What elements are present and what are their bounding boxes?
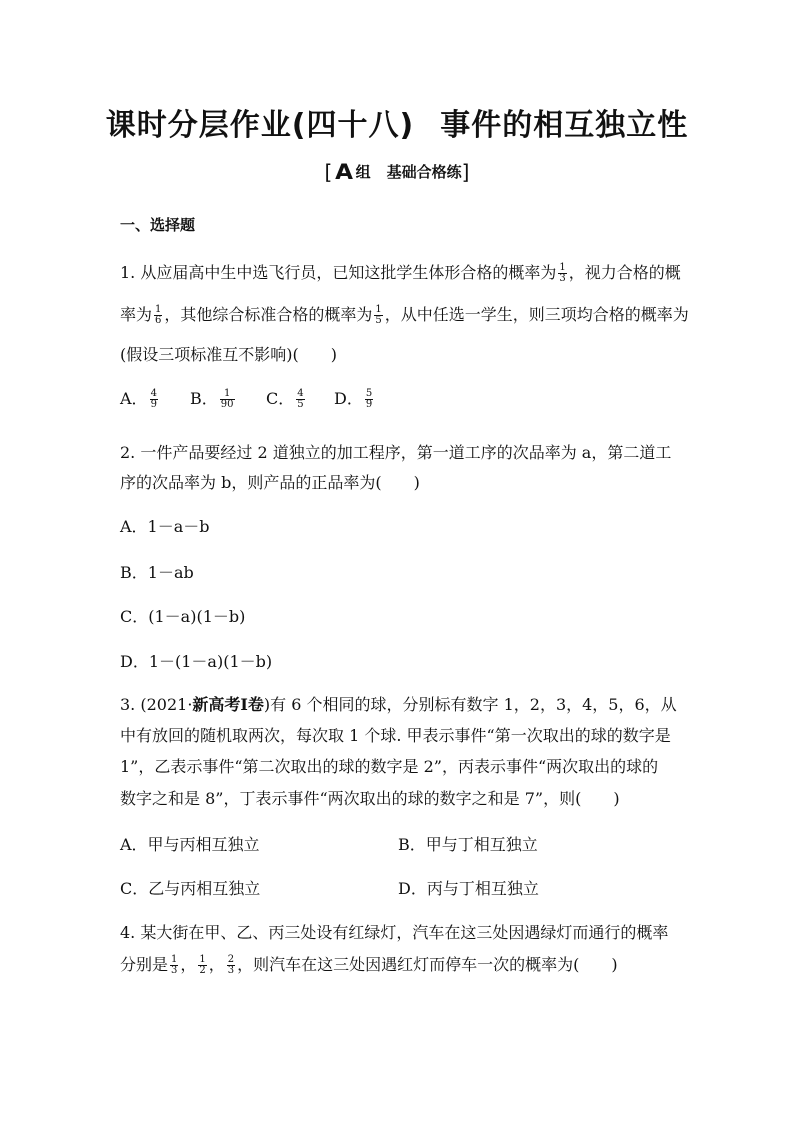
q3-option-a[interactable]: A．甲与丙相互独立: [120, 835, 260, 854]
q1-fraction-2: $\frac{1}{6}$: [155, 304, 162, 326]
q3-option-b[interactable]: B．甲与丁相互独立: [398, 835, 538, 854]
q3-text: )有 6 个相同的球，分别标有数字 1，2，3，4，5，6，从: [263, 695, 677, 714]
q4-text: ，则汽车在这三处因遇红灯而停车一次的概率为( ): [237, 955, 618, 974]
page-title: [0, 100, 794, 144]
q1-text: ，从中任选一学生，则三项均合格的概率为: [384, 305, 689, 324]
group-open-bracket: [: [324, 160, 333, 184]
q2-option-d[interactable]: D．1－(1－a)(1－b): [120, 652, 273, 671]
section-heading: 一、选择题: [120, 216, 196, 234]
q4-fraction-1: $\frac{1}{3}$: [171, 954, 178, 976]
group-heading: [0, 160, 794, 184]
q2-option-b[interactable]: B．1－ab: [120, 563, 194, 582]
q3-text: 3. (2021·: [120, 695, 193, 714]
q4-fraction-3: $\frac{2}{3}$: [227, 954, 235, 976]
group-close-bracket: ]: [461, 160, 470, 184]
q3-line-4: 数字之和是 8”，丁表示事件“两次取出的球的数字之和是 7”，则( ): [120, 789, 620, 808]
q2-option-c[interactable]: C．(1－a)(1－b): [120, 607, 246, 626]
q3-source: 新高考Ⅰ卷: [192, 695, 264, 714]
q1-option-b[interactable]: B． $\frac{1}{90}$: [190, 388, 234, 410]
q1-text: ，视力合格的概: [568, 263, 681, 282]
title-main: 课时分层作业(四十八): [105, 108, 415, 143]
q3-option-c[interactable]: C．乙与丙相互独立: [120, 879, 261, 898]
q3-line-1: [120, 692, 677, 715]
q1-option-c[interactable]: C． $\frac{4}{5}$: [266, 388, 304, 410]
q2-line-2: 序的次品率为 b，则产品的正品率为( ): [120, 473, 420, 492]
q3-line-2: 中有放回的随机取两次，每次取 1 个球. 甲表示事件“第一次取出的球的数字是: [120, 726, 671, 745]
q3-option-d[interactable]: D．丙与丁相互独立: [398, 879, 539, 898]
q1-fraction-3: $\frac{1}{5}$: [375, 304, 382, 326]
q1-line-1: [120, 260, 681, 284]
q2-line-1: 2. 一件产品要经过 2 道独立的加工程序，第一道工序的次品率为 a，第二道工: [120, 443, 672, 462]
q1-option-d[interactable]: D． $\frac{5}{9}$: [334, 388, 373, 410]
q4-line-2: 分别是 $\frac{1}{3}$ ， $\frac{1}{2}$ ， $\frac{2}{3}$ ，则汽车在这三处因遇红灯而停车一次的概率为( ): [120, 954, 618, 976]
q1-text: 率为: [120, 305, 153, 324]
q1-fraction-1: $\frac{1}{3}$: [559, 262, 566, 284]
group-name: 基础合格练: [386, 163, 462, 181]
q4-line-1: 4. 某大街在甲、乙、丙三处设有红绿灯，汽车在这三处因遇绿灯而通行的概率: [120, 923, 669, 942]
q3-line-3: 1”，乙表示事件“第二次取出的球的数字是 2”，丙表示事件“两次取出的球的: [120, 757, 659, 776]
q1-options: [120, 386, 375, 410]
q1-line-2: [120, 302, 689, 326]
q4-text: 分别是: [120, 955, 169, 974]
q1-text: 1. 从应届高中生中选飞行员，已知这批学生体形合格的概率为: [120, 263, 557, 282]
title-sub: 事件的相互独立性: [440, 108, 689, 143]
q1-text: ，其他综合标准合格的概率为: [164, 305, 373, 324]
q2-option-a[interactable]: A．1－a－b: [120, 517, 210, 536]
q1-option-a[interactable]: A． $\frac{4}{9}$: [120, 388, 157, 410]
group-letter: A: [335, 160, 354, 184]
q4-fraction-2: $\frac{1}{2}$: [199, 954, 206, 976]
q1-line-3: (假设三项标准互不影响)( ): [120, 345, 337, 364]
group-label: 组: [355, 163, 371, 181]
